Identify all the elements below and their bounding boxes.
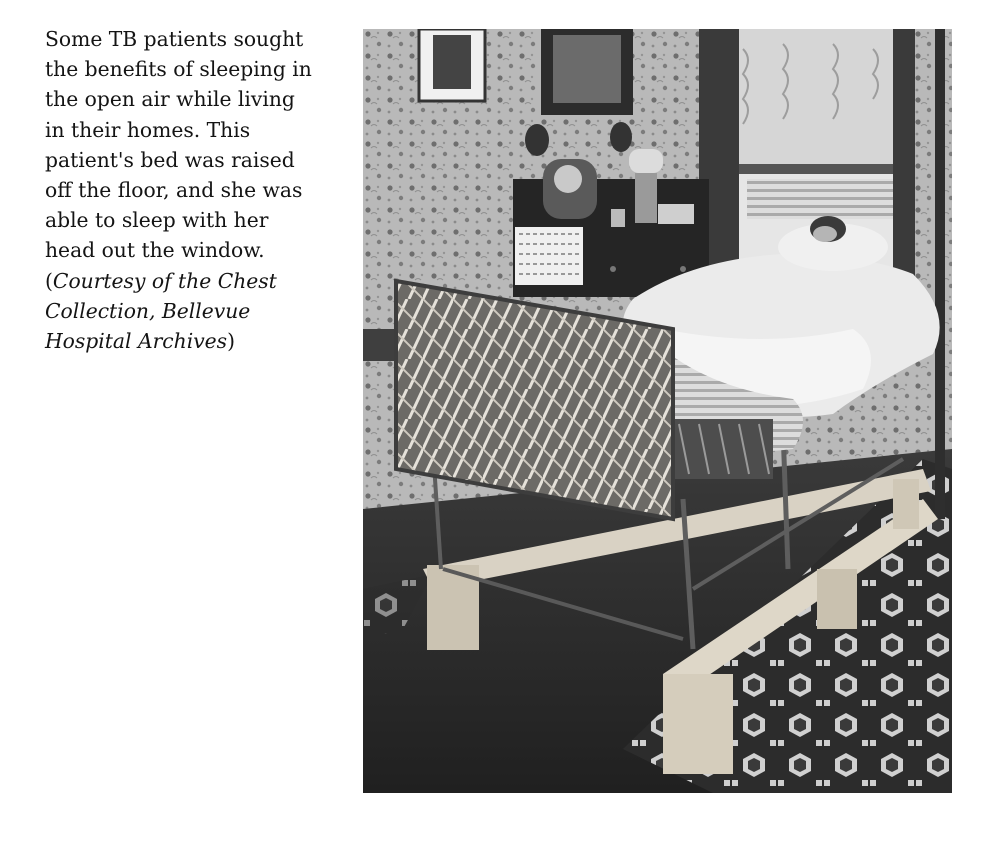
credit-line: Collection, Bellevue <box>45 298 251 323</box>
caption-line: the benefits of sleeping in <box>45 57 312 82</box>
historical-photograph <box>363 29 952 793</box>
caption-line: the open air while living <box>45 87 295 112</box>
caption-line: Some TB patients sought <box>45 27 304 51</box>
caption-line: off the floor, and she was <box>45 178 303 203</box>
photo-caption <box>45 24 345 356</box>
credit-open-paren: ( <box>45 268 53 293</box>
credit-line <box>45 326 345 356</box>
photo-illustration <box>363 29 952 793</box>
caption-line: patient's bed was raised <box>45 147 295 172</box>
credit-close-paren: ) <box>227 329 235 354</box>
caption-line: able to sleep with her <box>45 208 269 233</box>
credit-text: Hospital Archives <box>45 329 228 354</box>
credit-text: Courtesy of the Chest <box>52 268 277 293</box>
credit-line <box>45 266 345 296</box>
caption-line: in their homes. This <box>45 117 251 142</box>
caption-line: head out the window. <box>45 238 265 263</box>
